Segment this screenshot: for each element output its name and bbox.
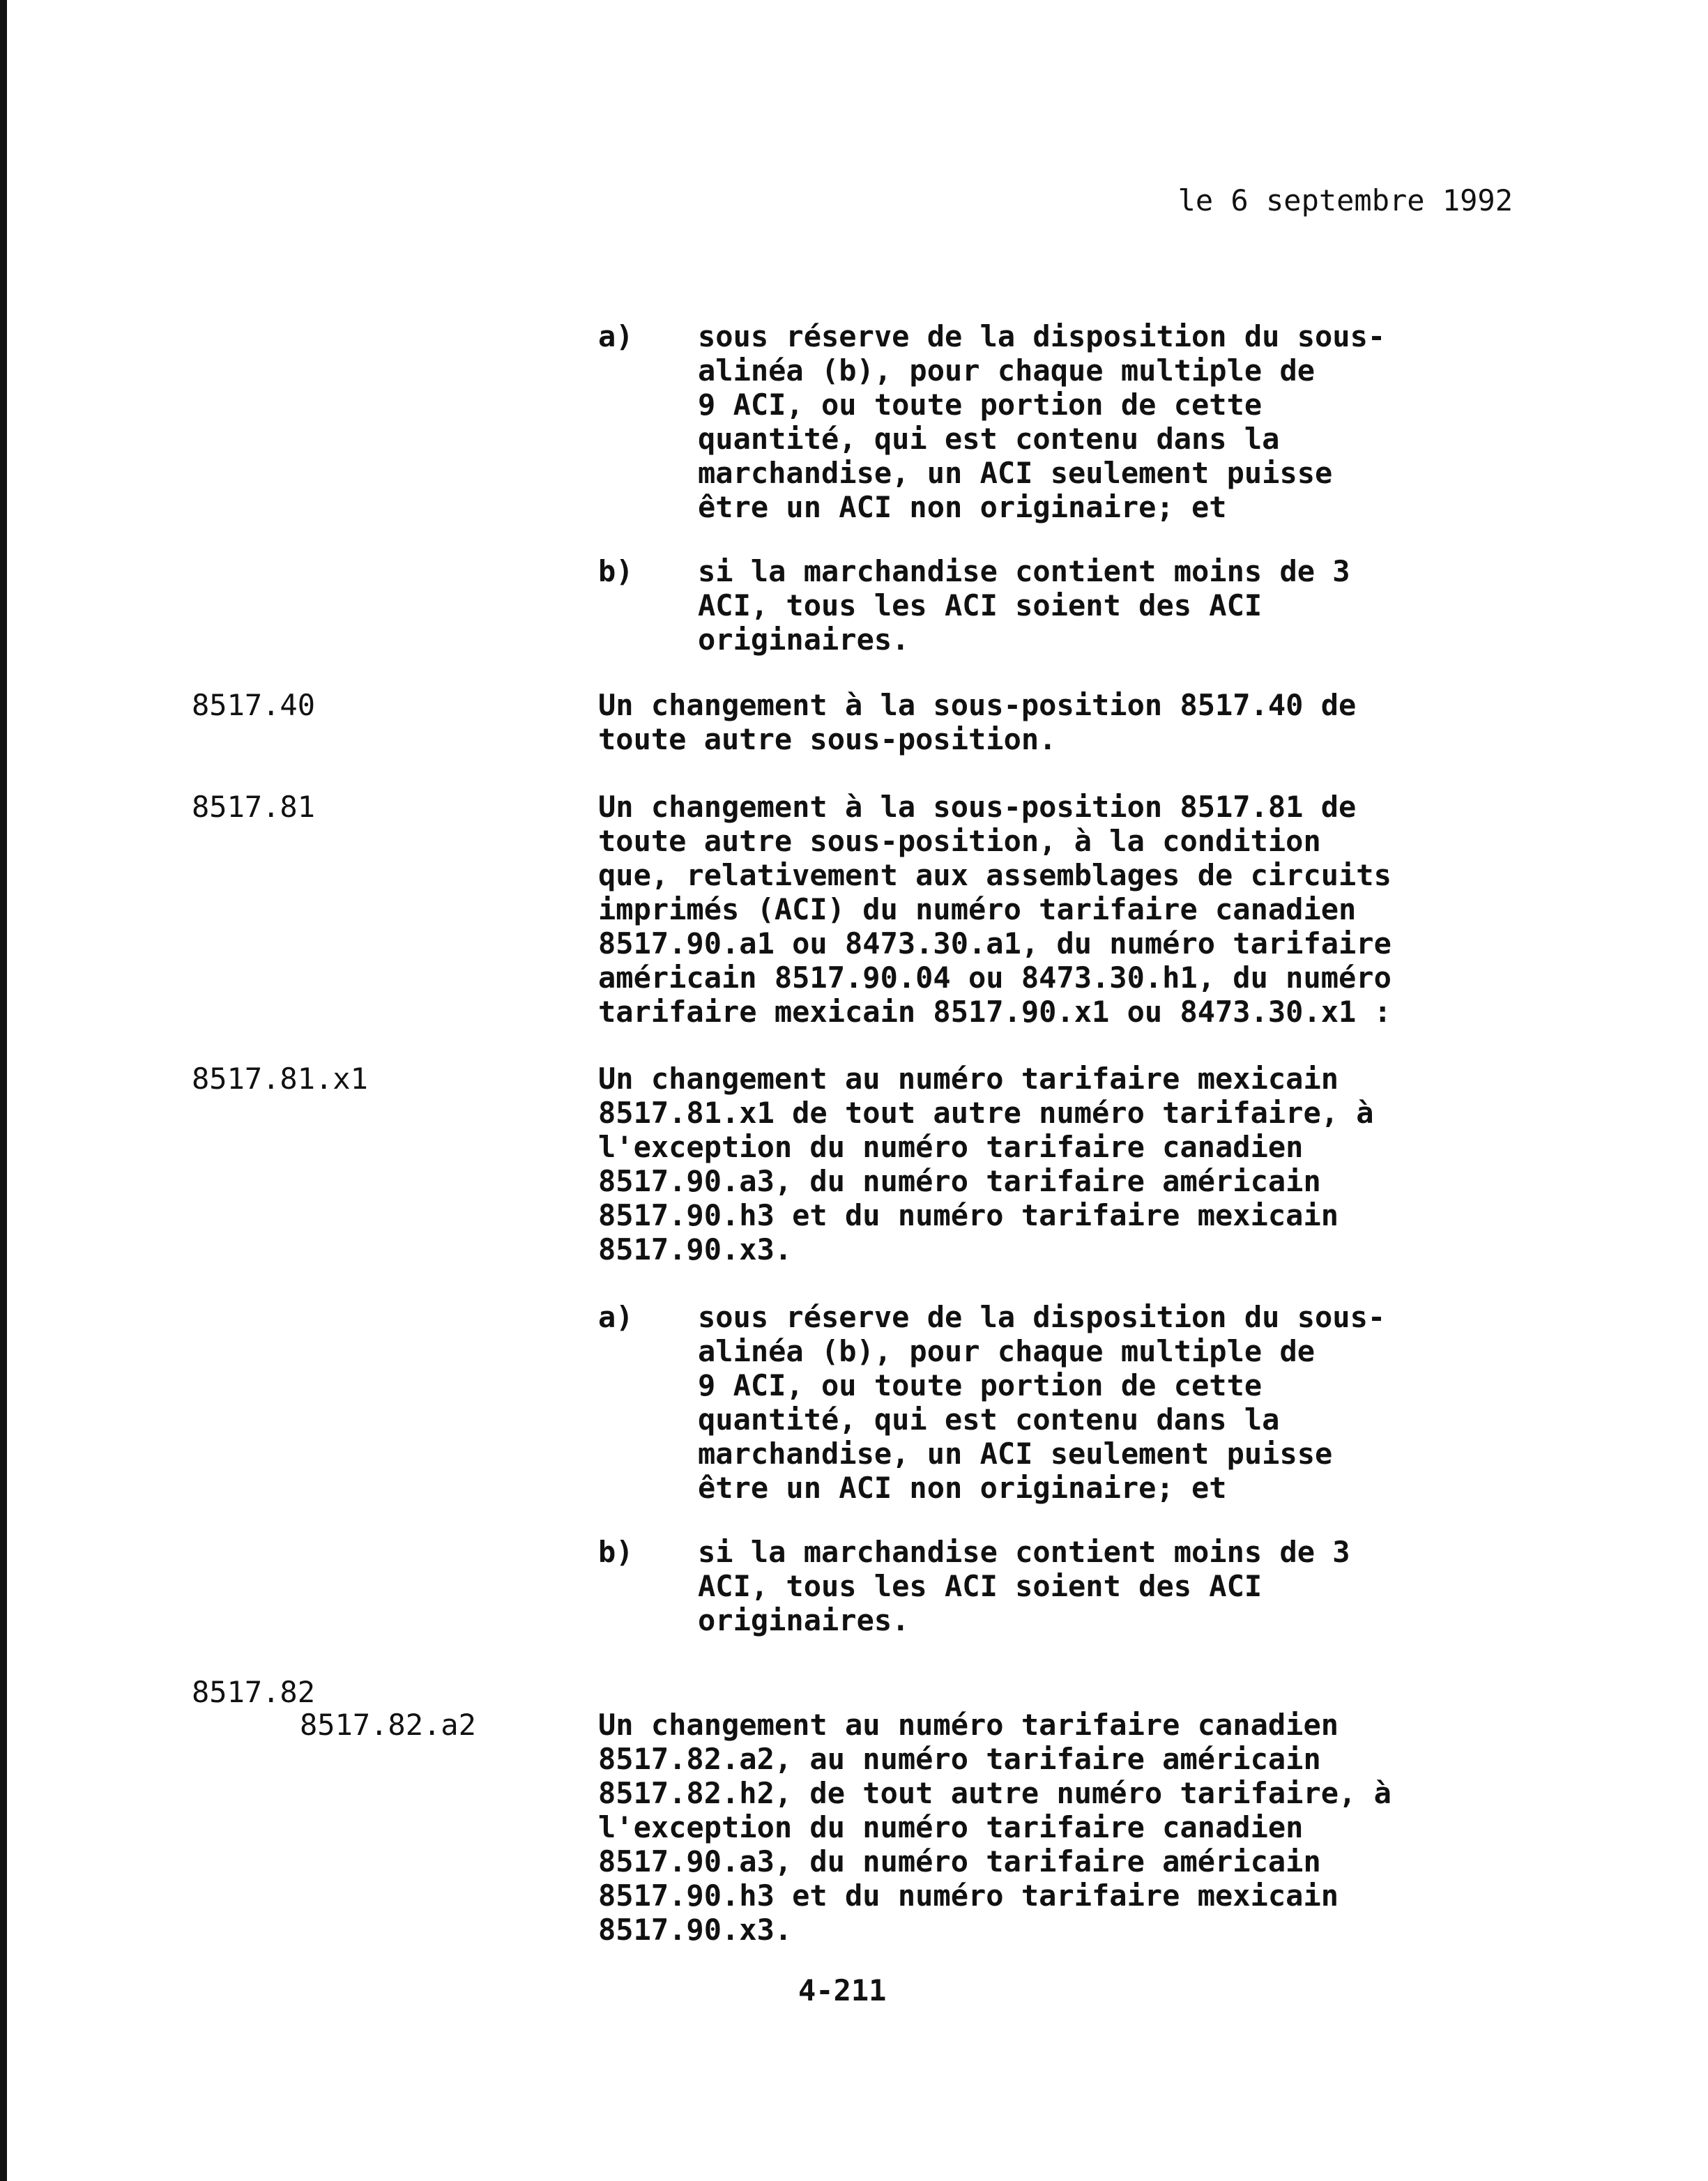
item-marker: b) xyxy=(598,554,634,588)
text-line: 8517.82.h2, de tout autre numéro tarifaire, à xyxy=(598,1776,1391,1810)
tariff-code: 8517.81 xyxy=(192,790,316,824)
text-line: 8517.90.a3, du numéro tarifaire américain xyxy=(598,1164,1321,1198)
tariff-rule xyxy=(598,1708,1525,1947)
item-marker: a) xyxy=(598,1300,634,1334)
text-line: l'exception du numéro tarifaire canadien xyxy=(598,1810,1304,1844)
text-line: Un changement au numéro tarifaire mexicain xyxy=(598,1062,1339,1096)
left-margin-rule xyxy=(0,0,7,2181)
text-line: 8517.90.h3 et du numéro tarifaire mexicain xyxy=(598,1878,1339,1913)
text-line: 9 ACI, ou toute portion de cette xyxy=(698,1368,1263,1402)
list-item-a xyxy=(598,319,1525,524)
text-line: si la marchandise contient moins de 3 xyxy=(698,1535,1350,1569)
text-line: être un ACI non originaire; et xyxy=(698,490,1227,524)
text-line: si la marchandise contient moins de 3 xyxy=(698,554,1350,588)
text-line: que, relativement aux assemblages de circuits xyxy=(598,858,1391,892)
text-line: l'exception du numéro tarifaire canadien xyxy=(598,1130,1304,1164)
text-line: 8517.90.x3. xyxy=(598,1232,793,1266)
text-line: quantité, qui est contenu dans la xyxy=(698,422,1280,456)
item-text xyxy=(698,319,1525,524)
text-line: alinéa (b), pour chaque multiple de xyxy=(698,353,1316,388)
text-line: Un changement à la sous-position 8517.40 de xyxy=(598,688,1357,722)
text-line: américain 8517.90.04 ou 8473.30.h1, du numéro xyxy=(598,961,1391,995)
document-date: le 6 septembre 1992 xyxy=(1177,183,1513,217)
text-line: originaires. xyxy=(698,622,910,657)
list-item-b xyxy=(598,554,1525,657)
text-line: sous réserve de la disposition du sous- xyxy=(698,1300,1386,1334)
item-marker: b) xyxy=(598,1535,634,1569)
text-line: Un changement à la sous-position 8517.81 de xyxy=(598,790,1357,824)
text-line: toute autre sous-position, à la condition xyxy=(598,824,1321,858)
tariff-rule xyxy=(598,1062,1525,1266)
list-item-b xyxy=(598,1535,1525,1637)
text-line: toute autre sous-position. xyxy=(598,722,1057,756)
text-line: être un ACI non originaire; et xyxy=(698,1471,1227,1505)
tariff-code: 8517.82 xyxy=(192,1675,316,1709)
text-line: 8517.90.h3 et du numéro tarifaire mexicain xyxy=(598,1198,1339,1232)
text-line: 8517.82.a2, au numéro tarifaire américain xyxy=(598,1742,1321,1776)
text-line: Un changement au numéro tarifaire canadien xyxy=(598,1708,1339,1742)
text-line: 8517.90.x3. xyxy=(598,1913,793,1947)
text-line: marchandise, un ACI seulement puisse xyxy=(698,456,1333,490)
list-item-a xyxy=(598,1300,1525,1505)
text-line: 9 ACI, ou toute portion de cette xyxy=(698,388,1263,422)
text-line: 8517.90.a1 ou 8473.30.a1, du numéro tarifaire xyxy=(598,926,1391,961)
item-text xyxy=(698,1300,1525,1505)
item-text xyxy=(698,554,1525,657)
text-line: quantité, qui est contenu dans la xyxy=(698,1402,1280,1437)
tariff-subcode: 8517.82.a2 xyxy=(300,1708,476,1742)
text-line: tarifaire mexicain 8517.90.x1 ou 8473.30.x1 : xyxy=(598,995,1391,1029)
tariff-rule xyxy=(598,790,1525,1029)
text-line: alinéa (b), pour chaque multiple de xyxy=(698,1334,1316,1368)
text-line: 8517.90.a3, du numéro tarifaire américain xyxy=(598,1844,1321,1878)
text-line: imprimés (ACI) du numéro tarifaire canadien xyxy=(598,892,1357,926)
tariff-code: 8517.81.x1 xyxy=(192,1062,368,1096)
item-text xyxy=(698,1535,1525,1637)
tariff-rule xyxy=(598,688,1525,756)
text-line: ACI, tous les ACI soient des ACI xyxy=(698,1569,1263,1603)
page-number: 4-211 xyxy=(798,1973,887,2007)
text-line: marchandise, un ACI seulement puisse xyxy=(698,1437,1333,1471)
text-line: originaires. xyxy=(698,1603,910,1637)
text-line: 8517.81.x1 de tout autre numéro tarifaire, à xyxy=(598,1096,1374,1130)
item-marker: a) xyxy=(598,319,634,353)
tariff-code: 8517.40 xyxy=(192,688,316,722)
text-line: sous réserve de la disposition du sous- xyxy=(698,319,1386,353)
text-line: ACI, tous les ACI soient des ACI xyxy=(698,588,1263,622)
